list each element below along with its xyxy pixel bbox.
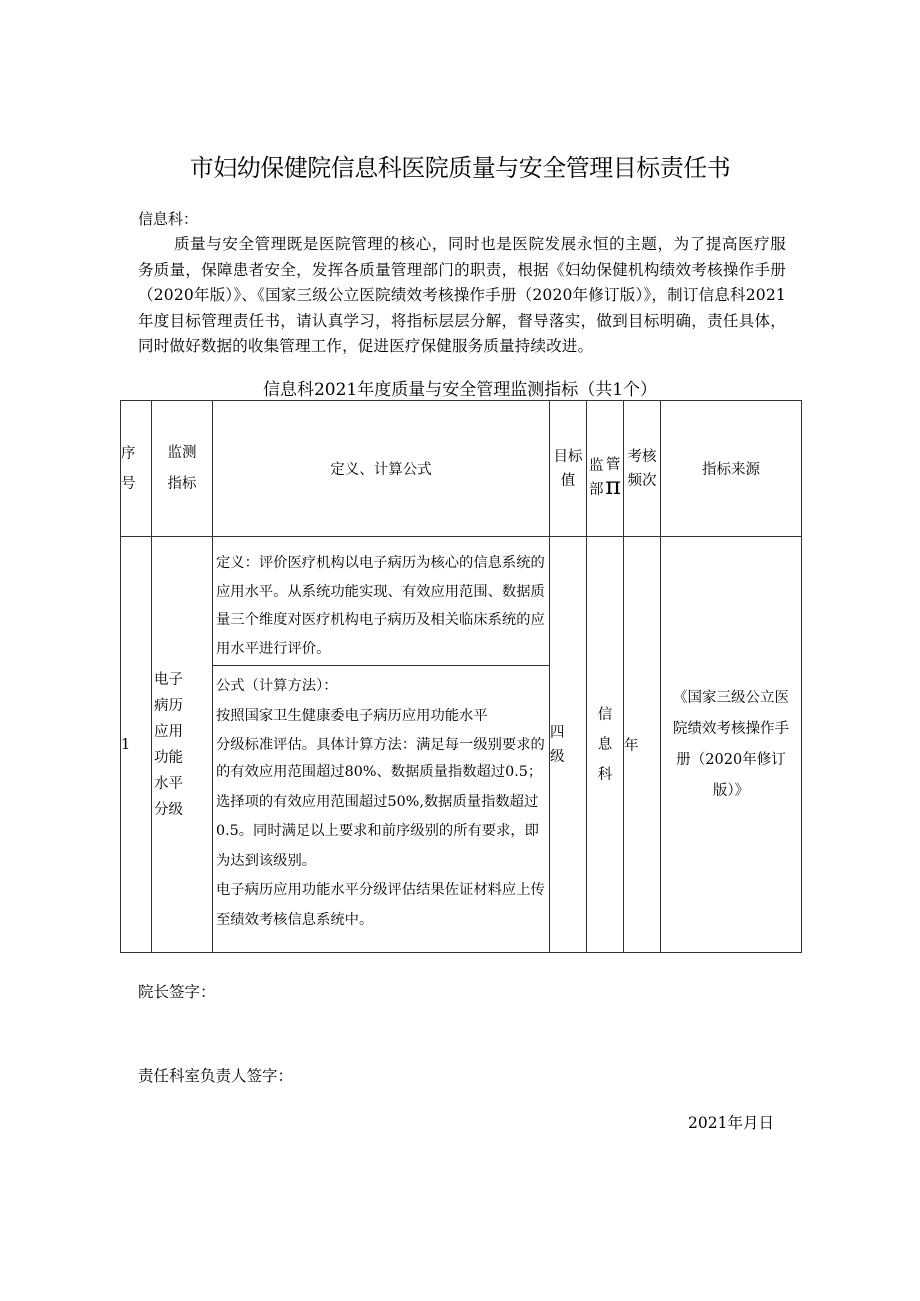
signature-date: 2021年月日	[688, 1114, 774, 1132]
header-index: 序 号	[121, 401, 152, 537]
header-dept-b: 管	[605, 456, 621, 473]
document-title: 市妇幼保健院信息科医院质量与安全管理目标责任书	[189, 154, 731, 182]
intro-paragraph: 质量与安全管理既是医院管理的核心，同时也是医院发展永恒的主题，为了提高医疗服务质量，保障患者安全，发挥各质量管理部门的职责，根据《妇幼保健机构绩效考核操作手册（2020年版）》、《国家三级公立医院绩效考核操作手册（2020年修订版）》，制订信息科2021年度目标管理责任书，请认真学习，将指标层层分解，督导落实，做到目标明确，责任具体，同时做好数据的收集管理工作，促进医疗保健服务质量持续改进。	[138, 235, 786, 355]
row-frequency: 年	[624, 537, 661, 953]
row-definition: 定义：评价医疗机构以电子病历为核心的信息系统的应用水平。从系统功能实现、有效应用范围、数据质量三个维度对医疗机构电子病历及相关临床系统的应用水平进行评价。	[213, 537, 549, 666]
header-dept-a: 监 部	[589, 457, 604, 498]
header-dept	[587, 401, 624, 537]
dept-head-signature-label: 责任科室负责人签字：	[138, 1067, 294, 1085]
row-indicator: 电子 病历 应用 功能 水平 分级	[152, 537, 213, 953]
pi-symbol-icon: π	[605, 471, 621, 500]
row-definition-cell	[213, 537, 550, 953]
header-target: 目标 值	[550, 401, 587, 537]
row-index: 1	[121, 537, 152, 953]
header-indicator: 监测 指标	[152, 401, 213, 537]
row-source: 《国家三级公立医院绩效考核操作手册（2020年修订版）》	[661, 537, 802, 953]
director-signature-label: 院长签字：	[138, 983, 216, 1001]
header-frequency: 考核 频次	[624, 401, 661, 537]
row-formula-rest: 的有效应用范围超过80%、数据质量指数超过0.5；选择项的有效应用范围超过50%,数据质量指数超过0.5。同时满足以上要求和前序级别的所有要求，即为达到该级别。 电子病历应用功能水平分级评估结果佐证材料应上传至绩效考核信息系统中。	[216, 764, 545, 928]
header-definition: 定义、计算公式	[213, 401, 550, 537]
table-caption: 信息科2021年度质量与安全管理监测指标（共1个）	[262, 380, 658, 400]
row-target: 四 级	[550, 537, 587, 953]
salutation: 信息科：	[138, 210, 199, 228]
indicator-table	[120, 400, 802, 953]
row-formula-intro: 公式（计算方法）： 按照国家卫生健康委电子病历应用功能水平 分级标准评估。具体计算方法：满足每一级别要求的	[216, 678, 545, 754]
header-source: 指标来源	[661, 401, 802, 537]
row-dept: 信 息 科	[587, 537, 624, 953]
table-row	[121, 537, 802, 953]
table-header-row	[121, 401, 802, 537]
